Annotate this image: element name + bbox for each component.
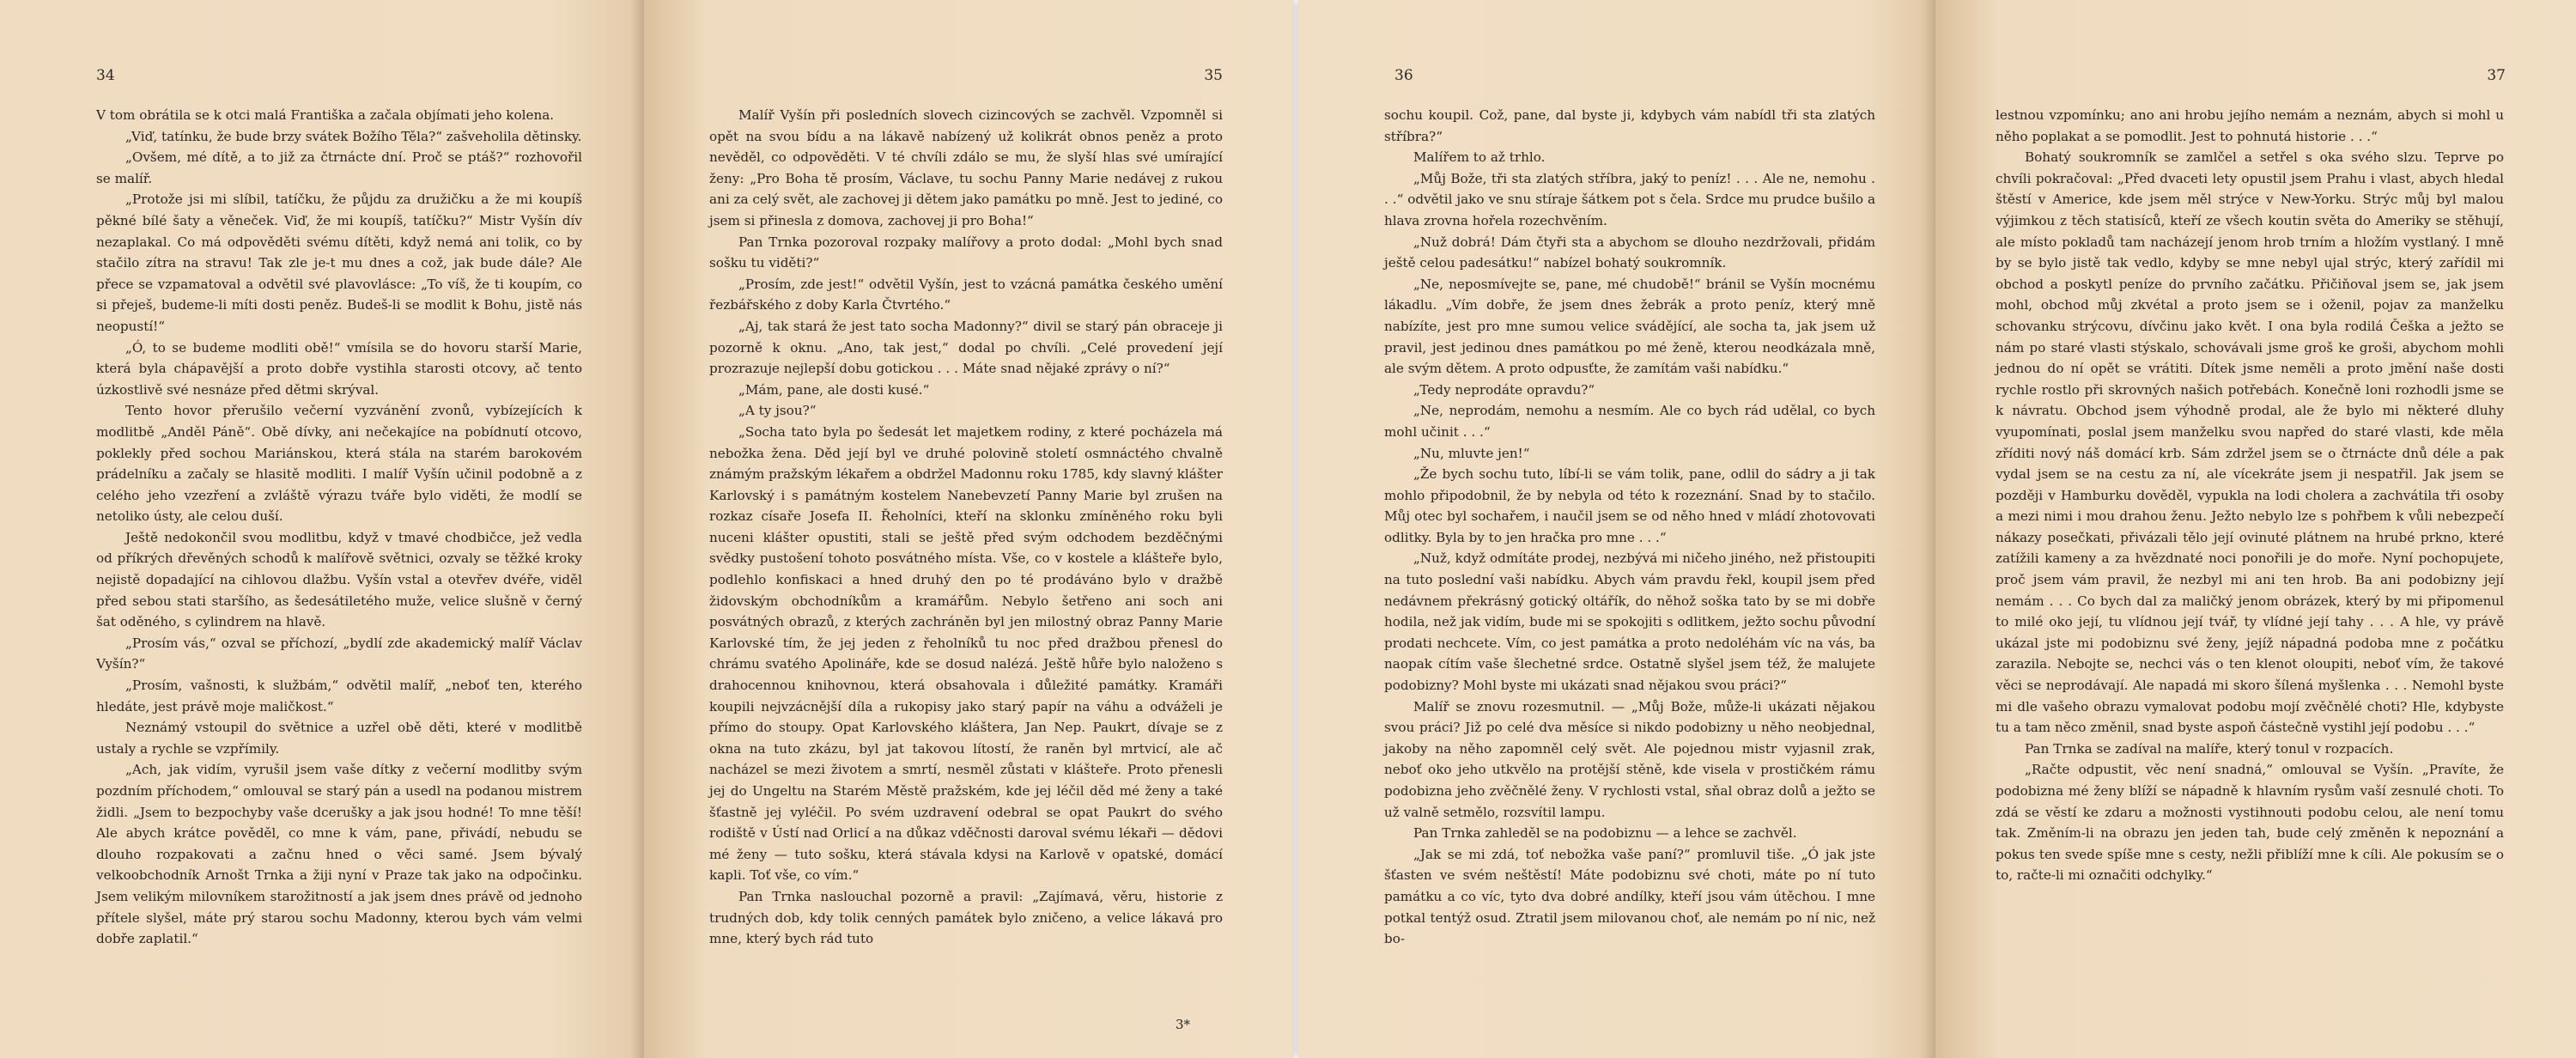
page-text <box>96 105 582 950</box>
gutter-shadow <box>1922 0 1935 1058</box>
paragraph: Neznámý vstoupil do světnice a uzřel obě děti, které v modlitbě ustaly a rychle se vzpřímily. <box>96 720 582 757</box>
paragraph: „A ty jsou?“ <box>738 403 817 419</box>
paragraph: Ještě nedokončil svou modlitbu, když v tmavé chodbičce, jež vedla od příkrých dřevěných schodů k malířově světnici, ozvaly se těžké kroky nejistě dopadající na cihlovou dlažbu. Vyšín vstal a otevřev dvéře, viděl před sebou stati staršího, as šedesátiletého muže, velice slušně v černý šat oděného, s cylindrem na hlavě. <box>96 529 582 630</box>
page-number: 34 <box>96 67 115 84</box>
paragraph: Pan Trnka pozoroval rozpaky malířovy a proto dodal: „Mohl bych snad sošku tu viděti?“ <box>709 234 1223 271</box>
paragraph: Malíř se znovu rozesmutnil. — „Můj Bože, může-li ukázati nějakou svou práci? Již po celé dva měsíce si nikdo podobizny u něho neobjednal, jakoby na něho zapomněl celý svět. Ale pojednou mistr vyjasnil zrak, neboť oko jeho utkvělo na protější stěně, kde visela v prostičkém rámu podobizna jeho zvěčnělé ženy. V rychlosti vstal, sňal obraz dolů a ježto se už valně setmělo, rozsvítil lampu. <box>1384 698 1875 820</box>
page-text <box>1996 105 2504 886</box>
book-spread-right <box>1298 0 2576 1058</box>
paragraph: „Můj Bože, tři sta zlatých stříbra, jaký to peníz! . . . Ale ne, nemohu . . .“ odvětil jako ve snu stíraje šátkem pot s čela. Srdce mu prudce bušilo a hlava zrovna hořela rozechvěním. <box>1384 170 1875 228</box>
paragraph: lestnou vzpomínku; ano ani hrobu jejího nemám a neznám, abych si mohl u něho poplakat a se pomodlit. Jest to pohnutá historie . . .“ <box>1996 107 2504 144</box>
paragraph: V tom obrátila se k otci malá Františka a začala objímati jeho kolena. <box>96 107 555 123</box>
signature-mark: 3* <box>1175 1017 1190 1032</box>
paragraph: „Viď, tatínku, že bude brzy svátek Božího Těla?“ zašveholila dětinsky. <box>125 128 582 144</box>
paragraph: Bohatý soukromník se zamlčel a setřel s oka svého slzu. Teprve po chvíli pokračoval: „Před dvaceti lety opustil jsem Prahu i vlast, abych hledal štěstí v Americe, kde jsem měl strýce v New-Yorku. Strýc můj byl malou výjimkou z těch statisíců, kteří ze všech koutin světa do Ameriky se stěhují, ale místo pokladů tam nacházejí jenom hrob trním a hložím vystlaný. I mně by se bylo jistě tak vedlo, kdyby se mne nebyl ujal strýc, který zařídil mi obchod a poskytl peníze do prvního začátku. Přičiňoval jsem se, jak jsem mohl, obchod můj zkvétal a proto jsem se i oženil, pojav za manželku schovanku strýcovu, dívčinu jako květ. I ona byla rodilá Češka a ježto se nám po staré vlasti stýskalo, schovávali jsme groš ke groši, abychom mohli jednou do ní opět se vrátiti. Dítek jsme neměli a proto jmění naše dosti rychle rostlo při skrovných našich potřebách. Konečně loni rozhodli jsme se k návratu. Obchod jsem výhodně prodal, ale že bylo mi některé dluhy vyupomínati, poslal jsem manželku svou napřed do staré vlasti, kde měla zříditi nový náš domácí krb. Sám zdržel jsem se o čtrnácte dnů déle a pak vydal jsem se na cestu za ní, ale vícekráte jsem ji nespatřil. Jak jsem se později v Hamburku dověděl, vypukla na lodi cholera a zachvátila tři osoby a mezi nimi i mou drahou ženu. Ježto nebylo lze s pohřbem k vůli nebezpečí nákazy posečkati, přivázali tělo její ovinuté plátnem na hrubé prkno, které zatížili kameny a za hvězdnaté noci ponořili je do moře. Nyní pochopujete, proč jsem vám pravil, že nezbyl mi ani ten hrob. Ba ani podobizny její nemám . . . Co bych dal za maličký jenom obrázek, který by mi připomenul to milé oko její, tu vlídnou její tvář, ty vlídné její tahy . . . A hle, vy právě ukázal jste mi podobiznu své ženy, jejíž nápadná podoba mne z počátku zarazila. Nebojte se, nechci vás o ten klenot oloupiti, neboť vím, že takové věci se neprodávají. Ale napadá mi skoro šílená myšlenka . . . Nemohl byste mi dle vašeho obrazu vymalovat podobu mojí zvěčnělé choti? Hle, kdybyste tu a tam něco změnil, snad byste aspoň částečně vystihl její podobu . . .“ <box>1996 149 2504 736</box>
paragraph: Malíř Vyšín při posledních slovech cizincových se zachvěl. Vzpomněl si opět na svou bídu a na lákavě nabízený už kolikrát obnos peněz a proto nevěděl, co odpověděti. V té chvíli zdálo se mu, že slyší hlas své umírající ženy: „Pro Boha tě prosím, Václave, tu sochu Panny Marie nedávej z rukou ani za celý svět, ale zachovej ji dětem jako památku po mně. Jest to jediné, co jsem si přinesla z domova, zachovej ji pro Boha!“ <box>709 107 1223 228</box>
paragraph: „Prosím, vašnosti, k službám,“ odvětil malíř, „neboť ten, kterého hledáte, jest právě moje maličkost.“ <box>96 678 582 714</box>
paragraph: „Ne, neprodám, nemohu a nesmím. Ale co bych rád udělal, co bych mohl učinit . . .“ <box>1384 403 1875 440</box>
page-37 <box>1935 0 2576 1058</box>
paragraph: „Ne, neposmívejte se, pane, mé chudobě!“ bránil se Vyšín mocnému lákadlu. „Vím dobře, že jsem dnes žebrák a proto peníz, který mně nabízíte, jest pro mne sumou velice svádějící, ale socha ta, jak jsem už pravil, jest jedinou dnes památkou po mé ženě, kterou neodkázala mně, ale svým dětem. A proto odpusťte, že zamítám vaši nabídku.“ <box>1384 276 1875 377</box>
paragraph: „Ach, jak vidím, vyrušil jsem vaše dítky z večerní modlitby svým pozdním příchodem,“ omlouval se starý pán a usedl na podanou mistrem židli. „Jsem to bezpochyby vaše dcerušky a jak jsou hodné! To mne těší! Ale abych krátce pověděl, co mne k vám, pane, přivádí, nebudu se dlouho rozpakovati a začnu hned o věci samé. Jsem bývalý velkoobchodník Arnošt Trnka a žiji nyní v Praze tak jako na odpočinku. Jsem velikým milovníkem starožitností a jak jsem dnes právě od jednoho přítele slyšel, máte prý starou sochu Madonny, kterou bych vám velmi dobře zaplatil.“ <box>96 762 582 947</box>
paragraph: „Ovšem, mé dítě, a to již za čtrnácte dní. Proč se ptáš?“ rozhovořil se malíř. <box>96 149 582 186</box>
paragraph: „Nuž, když odmítáte prodej, nezbývá mi ničeho jiného, než přistoupiti na tuto poslední vaši nabídku. Abych vám pravdu řekl, koupil jsem před nedávnem překrásný gotický oltářík, do něhož soška tato by se mi dobře hodila, než jak vidím, bude mi se spokojiti s odlitkem, ježto sochu původní prodati nechcete. Vím, co jest památka a proto nedoléhám víc na vás, ba naopak cítím vaše šlechetné srdce. Ostatně slyšel jsem též, že malujete podobizny? Mohl byste mi ukázati snad nějakou svou práci?“ <box>1384 550 1875 694</box>
paragraph: „Nu, mluvte jen!“ <box>1413 445 1530 461</box>
paragraph: sochu koupil. Což, pane, dal byste ji, kdybych vám nabídl tři sta zlatých stříbra?“ <box>1384 107 1875 144</box>
page-36 <box>1298 0 1935 1058</box>
page-text <box>709 105 1223 950</box>
paragraph: „Socha tato byla po šedesát let majetkem rodiny, z které pocházela má nebožka žena. Děd její byl ve druhé polovině století osmnáctého chvalně známým pražským lékařem a obdržel Madonnu roku 1785, kdy slavný klášter Karlovský i s památným kostelem Nanebevzetí Panny Marie byl zrušen na rozkaz císaře Josefa II. Řeholníci, kteří na sklonku zmíněného roku byli nuceni klášter opustiti, stali se ještě před svým odchodem bezděčnými svědky pustošení tohoto posvátného místa. Vše, co v kostele a klášteře bylo, podlehlo konfiskaci a hned druhý den po té prodáváno bylo v dražbě židovským obchodníkům a kramářům. Nebylo šetřeno ani soch ani posvátných obrazů, z kterých zachráněn byl jen milostný obraz Panny Marie Karlovské tím, že jej jeden z řeholníků tu noc před dražbou přenesl do chrámu svatého Apolináře, kde se dosud nalézá. Ještě hůře bylo naloženo s drahocennou knihovnou, která obsahovala i důležité památky. Kramáři koupili nejvzácnější díla a rukopisy jako starý papír na váhu a odváželi je přímo do stoupy. Opat Karlovského kláštera, Jan Nep. Paukrt, dívaje se z okna na tuto zkázu, byl jat takovou lítostí, že raněn byl mrtvicí, ale ač nacházel se mezi životem a smrtí, nesměl zůstati v klášteře. Proto přenesli jej do Ungeltu na Starém Městě pražském, kde jej léčil děd mé ženy a také šťastně jej vyléčil. Po svém uzdravení odebral se opat Paukrt do svého rodiště v Ústí nad Orlicí a na důkaz vděčnosti daroval svému lékaři — dědovi mé ženy — tuto sošku, která stávala kdysi na Karlově v opatské, domácí kapli. Toť vše, co vím.“ <box>709 423 1223 884</box>
page-number: 37 <box>2487 67 2506 84</box>
paragraph: „Ó, to se budeme modliti obě!“ vmísila se do hovoru starší Marie, která byla chápavější a proto dobře vystihla starosti otcovy, ač tento úzkostlivě své nesnáze před dětmi skrýval. <box>96 339 582 398</box>
page-text <box>1384 105 1875 950</box>
paragraph: „Račte odpustit, věc není snadná,“ omlouval se Vyšín. „Pravíte, že podobizna mé ženy blíží se nápadně k hlavním rysům vaší zesnulé choti. To zdá se věstí ke zdaru a možnosti vystihnouti podobu celou, ale není tomu tak. Změním-li na obrazu jen jeden tah, bude celý změněn k nepoznání a pokus ten svede spíše mne s cesty, nežli přiblíží mne k cíli. Ale pokusím se o to, račte-li mi označiti odchylky.“ <box>1996 762 2504 884</box>
gutter-shadow <box>630 0 644 1058</box>
paragraph: „Že bych sochu tuto, líbí-li se vám tolik, pane, odlil do sádry a ji tak mohlo připodobnil, že by nebyla od této k rozeznání. Snad by to stačilo. Můj otec byl sochařem, i naučil jsem se od něho hned v mládí zhotovovati odlitky. Byla by to jen hračka pro mne . . .“ <box>1384 466 1875 545</box>
paragraph: Malířem to až trhlo. <box>1413 149 1546 166</box>
paragraph: „Mám, pane, ale dosti kusé.“ <box>738 381 930 398</box>
page-35 <box>644 0 1293 1058</box>
paragraph: „Protože jsi mi slíbil, tatíčku, že půjdu za družičku a že mi koupíš pěkné bílé šaty a věneček. Viď, že mi koupíš, tatíčku?“ Mistr Vyšín dív nezaplakal. Co má odpověděti svému dítěti, když nemá ani tolik, co by stačilo zítra na stravu! Tak zle je-t mu dnes a což, jak bude dále? Ale přece se vzpamatoval a odvětil své plavovlásce: „To víš, že ti koupím, co si přeješ, budeme-li míti dosti peněz. Budeš-li se modlit k Bohu, jistě nás neopustí!“ <box>96 192 582 334</box>
page-34 <box>0 0 644 1058</box>
paragraph: „Aj, tak stará že jest tato socha Madonny?“ divil se starý pán obraceje ji pozorně k oknu. „Ano, tak jest,“ dodal po chvíli. „Celé provedení její prozrazuje nejlepší dobu gotickou . . . Máte snad nějaké zprávy o ní?“ <box>709 318 1223 377</box>
paragraph: „Prosím vás,“ ozval se příchozí, „bydlí zde akademický malíř Václav Vyšín?“ <box>96 635 582 672</box>
paragraph: Pan Trnka zahleděl se na podobiznu — a lehce se zachvěl. <box>1413 825 1797 842</box>
page-number: 35 <box>1204 67 1223 84</box>
paragraph: Pan Trnka se zadíval na malíře, který tonul v rozpacích. <box>2025 740 2394 757</box>
page-number: 36 <box>1394 67 1413 84</box>
paragraph: „Jak se mi zdá, toť nebožka vaše paní?“ promluvil tiše. „Ó jak jste šťasten ve svém neštěstí! Máte podobiznu své choti, máte po ní tuto památku a co víc, tyto dva dobré andílky, kteří jsou vám útěchou. I mne potkal tentýž osud. Ztratil jsem milovanou choť, ale nemám po ní nic, než bo- <box>1384 846 1875 947</box>
paragraph: Tento hovor přerušilo večerní vyzvánění zvonů, vybízejících k modlitbě „Anděl Páně“. Obě dívky, ani nečekajíce na pobídnutí otcovo, poklekly před sochou Mariánskou, která stála na starém barokovém prádelníku a začaly se hlasitě modliti. I malíř Vyšín učinil podobně a z celého jeho vzezření a zvláště výrazu tváře bylo viděti, že modlí se netoliko ústy, ale celou duší. <box>96 403 582 525</box>
paragraph: „Nuž dobrá! Dám čtyři sta a abychom se dlouho nezdržovali, přidám ještě celou padesátku!“ nabízel bohatý soukromník. <box>1384 234 1875 271</box>
paragraph: „Prosím, zde jest!“ odvětil Vyšín, jest to vzácná památka českého umění řezbářského z doby Karla Čtvrtého.“ <box>709 276 1223 313</box>
paragraph: Pan Trnka naslouchal pozorně a pravil: „Zajímavá, věru, historie z trudných dob, kdy tolik cenných památek bylo zničeno, a velice lákavá pro mne, který bych rád tuto <box>709 888 1223 947</box>
paragraph: „Tedy neprodáte opravdu?“ <box>1413 381 1595 398</box>
